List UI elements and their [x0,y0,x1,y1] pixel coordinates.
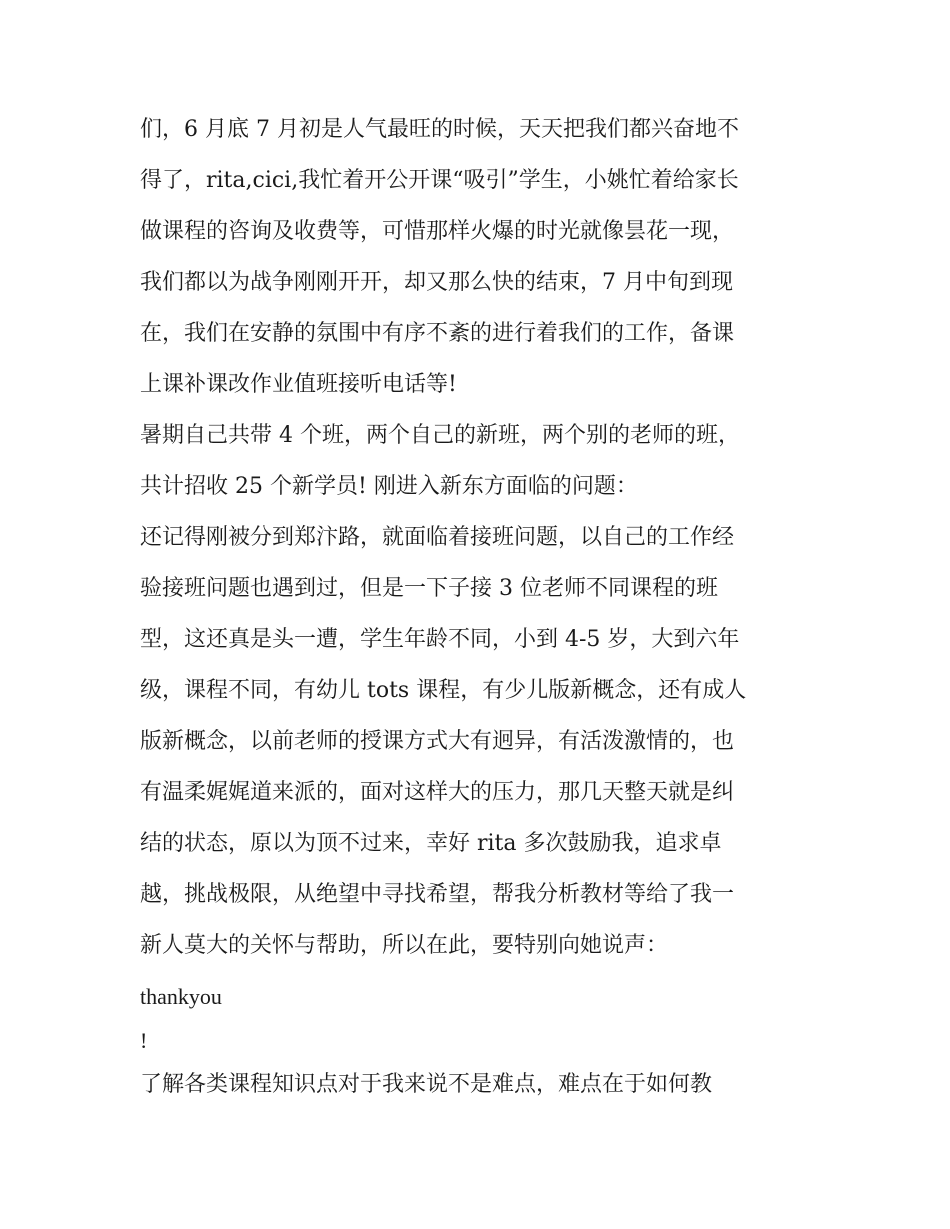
text-line: thankyou [140,984,222,1009]
text-line: 共计招收 25 个新学员! 刚进入新东方面临的问题： [140,474,638,499]
text-line: 新人莫大的关怀与帮助，所以在此，要特别向她说声： [140,933,669,958]
text-line: 暑期自己共带 4 个班，两个自己的新班，两个别的老师的班， [140,423,740,448]
text-line: 版新概念，以前老师的授课方式大有迥异，有活泼激情的，也 [140,729,735,754]
text-line: 越，挑战极限，从绝望中寻找希望，帮我分析教材等给了我一 [140,882,735,907]
text-line: 在，我们在安静的氛围中有序不紊的进行着我们的工作，备课 [140,321,735,346]
text-line: 验接班问题也遇到过，但是一下子接 3 位老师不同课程的班 [140,576,718,601]
body-text [140,104,830,1110]
text-line: 了解各类课程知识点对于我来说不是难点，难点在于如何教 [140,1072,713,1097]
text-line: 还记得刚被分到郑汴路，就面临着接班问题，以自己的工作经 [140,525,735,550]
text-line: 上课补课改作业值班接听电话等! [140,372,457,397]
text-line: 我们都以为战争刚刚开开，却又那么快的结束，7 月中旬到现 [140,270,733,295]
text-line: 结的状态，原以为顶不过来，幸好 rita 多次鼓励我，追求卓 [140,831,722,856]
text-line: 们，6 月底 7 月初是人气最旺的时候，天天把我们都兴奋地不 [140,117,739,142]
text-line: ! [140,1028,148,1053]
text-line: 型，这还真是头一遭，学生年龄不同，小到 4-5 岁，大到六年 [140,627,740,652]
text-line: 有温柔娓娓道来派的，面对这样大的压力，那几天整天就是纠 [140,780,735,805]
text-line: 做课程的咨询及收费等，可惜那样火爆的时光就像昙花一现， [140,219,735,244]
text-line: 级，课程不同，有幼儿 tots 课程，有少儿版新概念，还有成人 [140,678,747,703]
text-line: 得了，rita,cici,我忙着开公开课“吸引”学生，小姚忙着给家长 [140,168,739,193]
